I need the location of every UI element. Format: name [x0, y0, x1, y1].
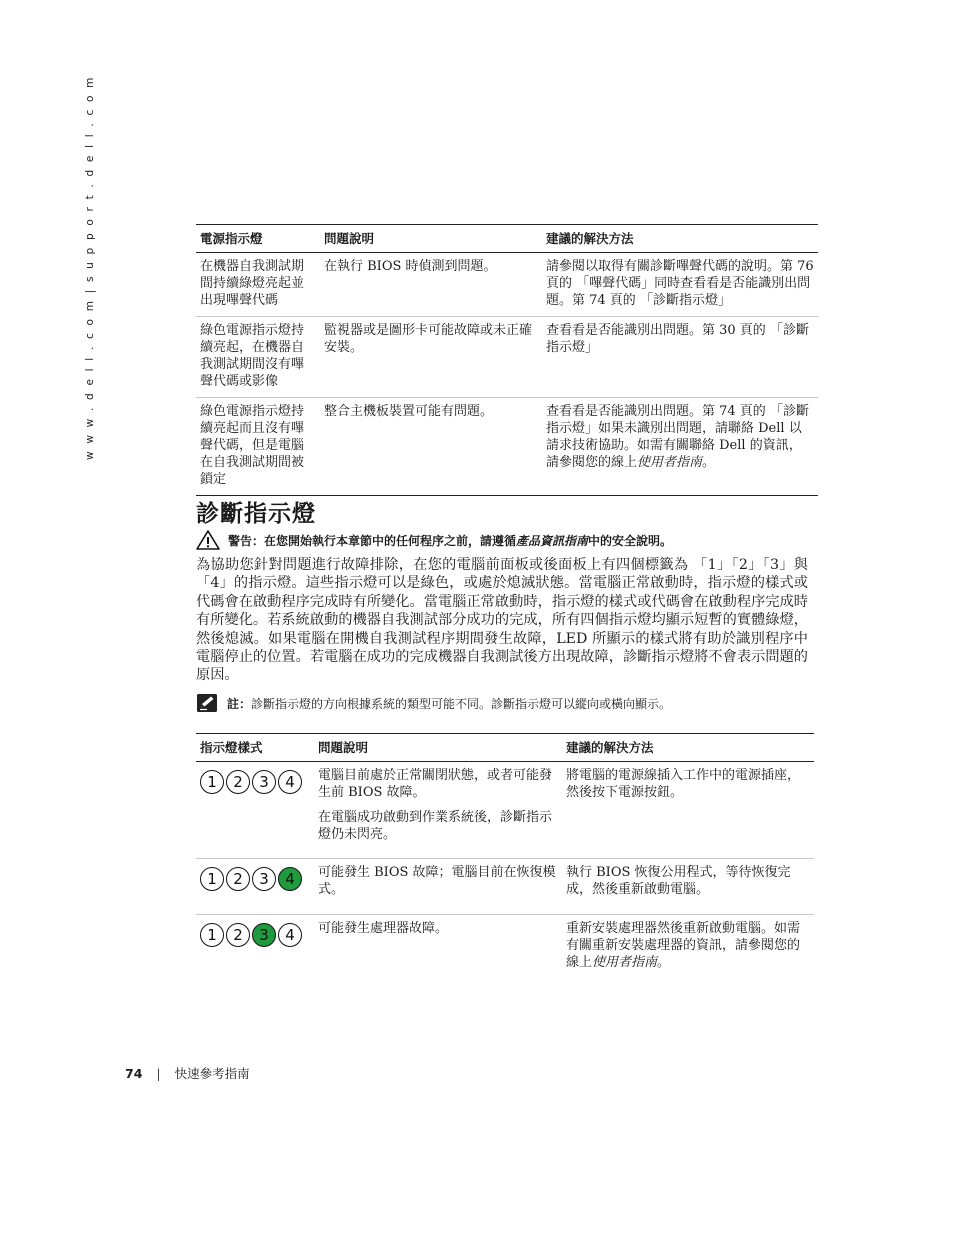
- light-pattern: [200, 920, 310, 947]
- column-header: 建議的解決方法: [542, 225, 818, 253]
- table-header-row: [196, 734, 814, 762]
- table-cell: 執行 BIOS 恢復公用程式，等待恢復完成，然後重新啟動電腦。: [562, 859, 814, 915]
- intro-paragraph: 為協助您針對問題進行故障排除，在您的電腦前面板或後面板上有四個標籤為 「1」「2」「3」與 「4」的指示燈。這些指示燈可以是綠色，或處於熄滅狀態。當電腦正常啟動時，指示燈的樣式或代碼會在啟動程序完成時有所變化。當電腦正常啟動時，指示燈的樣式或代碼會在啟動程序完成時有所變化。若系統啟動的機器自我測試部分成功的完成，所有四個指示燈均顯示短暫的實體綠燈，然後熄滅。如果電腦在開機自我測試程序期間發生故障，LED 所顯示的樣式將有助於識別程序中電腦停止的位置。若電腦在成功的完成機器自我測試後方出現故障，診斷指示燈將不會表示問題的原因。: [196, 557, 808, 684]
- table-cell: 在機器自我測試期間持續綠燈亮起並出現嗶聲代碼: [196, 253, 320, 317]
- diagnostic-light-1: 1: [200, 770, 224, 794]
- footer-separator: |: [156, 1065, 161, 1081]
- page-footer: [125, 1064, 250, 1082]
- table-cell: [542, 398, 818, 496]
- diagnostic-light-4: 4: [278, 923, 302, 947]
- cell-text: 查看看是否能識別出問題。第 74 頁的 「診斷指示燈」如果未識別出問題，請聯絡 Dell 以請求技術協助。如需有關聯絡 Dell 的資訊，請參閱您的線上: [546, 404, 809, 470]
- column-header: 問題說明: [320, 225, 542, 253]
- product-info-guide-title: 產品資訊指南: [516, 533, 589, 548]
- diagnostic-light-3: 3: [252, 867, 276, 891]
- light-pattern-cell: [196, 915, 314, 979]
- note-pencil-icon: [196, 693, 218, 713]
- warning-text: 警告：在您開始執行本章節中的任何程序之前，請遵循產品資訊指南中的安全說明。: [228, 533, 673, 548]
- table-cell: 監視器或是圖形卡可能故障或未正確安裝。: [320, 317, 542, 398]
- diagnostic-light-1: 1: [200, 867, 224, 891]
- light-pattern: [200, 767, 310, 794]
- table-cell: 綠色電源指示燈持續亮起，在機器自我測試期間沒有嗶聲代碼或影像: [196, 317, 320, 398]
- column-header: 指示燈樣式: [196, 734, 314, 762]
- light-pattern-cell: [196, 762, 314, 859]
- table-row: [196, 762, 814, 859]
- table-cell: 綠色電源指示燈持續亮起而且沒有嗶聲代碼，但是電腦在自我測試期間被鎖定: [196, 398, 320, 496]
- diagnostic-light-3: 3: [252, 770, 276, 794]
- book-title: 快速參考指南: [174, 1066, 250, 1081]
- column-header: 建議的解決方法: [562, 734, 814, 762]
- table-cell: 可能發生 BIOS 故障；電腦目前在恢復模式。: [314, 859, 562, 915]
- section-heading: 診斷指示燈: [196, 501, 316, 527]
- table-row: [196, 317, 818, 398]
- table-cell: 可能發生處理器故障。: [318, 921, 449, 936]
- table-cell: 請參閱以取得有關診斷嗶聲代碼的說明。第 76 頁的 「嗶聲代碼」同時查看看是否能識別出問題。第 74 頁的 「診斷指示燈」: [542, 253, 818, 317]
- problem-text: 電腦目前處於正常關閉狀態，或者可能發生前 BIOS 故障。: [318, 768, 553, 800]
- cell-text: 重新安裝處理器然後重新啟動電腦。如需有關重新安裝處理器的資訊，請參閱您的線上: [566, 921, 801, 970]
- user-guide-title: 使用者指南: [592, 955, 658, 970]
- table-cell: [314, 762, 562, 859]
- table-cell: [562, 915, 814, 979]
- table-row: [196, 398, 818, 496]
- table-cell: 將電腦的電源線插入工作中的電源插座，然後按下電源按鈕。: [562, 762, 814, 859]
- column-header: 電源指示燈: [196, 225, 320, 253]
- table-cell: 查看看是否能識別出問題。第 30 頁的 「診斷指示燈」: [542, 317, 818, 398]
- warning-triangle-icon: [196, 530, 220, 550]
- light-pattern-cell: [196, 859, 314, 915]
- warning-notice: [196, 530, 672, 550]
- table-cell: 整合主機板裝置可能有問題。: [320, 398, 542, 496]
- diagnostic-light-3: 3: [252, 923, 276, 947]
- table-row: [196, 253, 818, 317]
- diagnostic-light-2: 2: [226, 867, 250, 891]
- user-guide-title: 使用者指南: [637, 455, 703, 470]
- note-label: 註：: [227, 696, 252, 711]
- power-light-table: [196, 224, 818, 496]
- note-text: 診斷指示燈的方向根據系統的類型可能不同。診斷指示燈可以縱向或橫向顯示。: [251, 696, 672, 711]
- note: [196, 693, 671, 713]
- column-header: 問題說明: [314, 734, 562, 762]
- table-cell: 在執行 BIOS 時偵測到問題。: [320, 253, 542, 317]
- diagnostic-light-1: 1: [200, 923, 224, 947]
- problem-text: 在電腦成功啟動到作業系統後，診斷指示燈仍未閃亮。: [318, 810, 553, 842]
- diagnostic-light-2: 2: [226, 770, 250, 794]
- cell-text-end: 。: [657, 955, 671, 970]
- page-number: 74: [125, 1065, 143, 1081]
- side-url: w w w . d e l l . c o m | s u p p o r t . d e l l . c o m: [84, 75, 96, 460]
- table-row: [196, 915, 814, 979]
- table-header-row: [196, 225, 818, 253]
- diagnostic-light-2: 2: [226, 923, 250, 947]
- diagnostic-light-4: 4: [278, 867, 302, 891]
- diagnostic-light-4: 4: [278, 770, 302, 794]
- cell-text-end: 。: [702, 455, 716, 470]
- light-pattern: [200, 864, 310, 891]
- diagnostic-light-table: [196, 733, 814, 978]
- table-row: [196, 859, 814, 915]
